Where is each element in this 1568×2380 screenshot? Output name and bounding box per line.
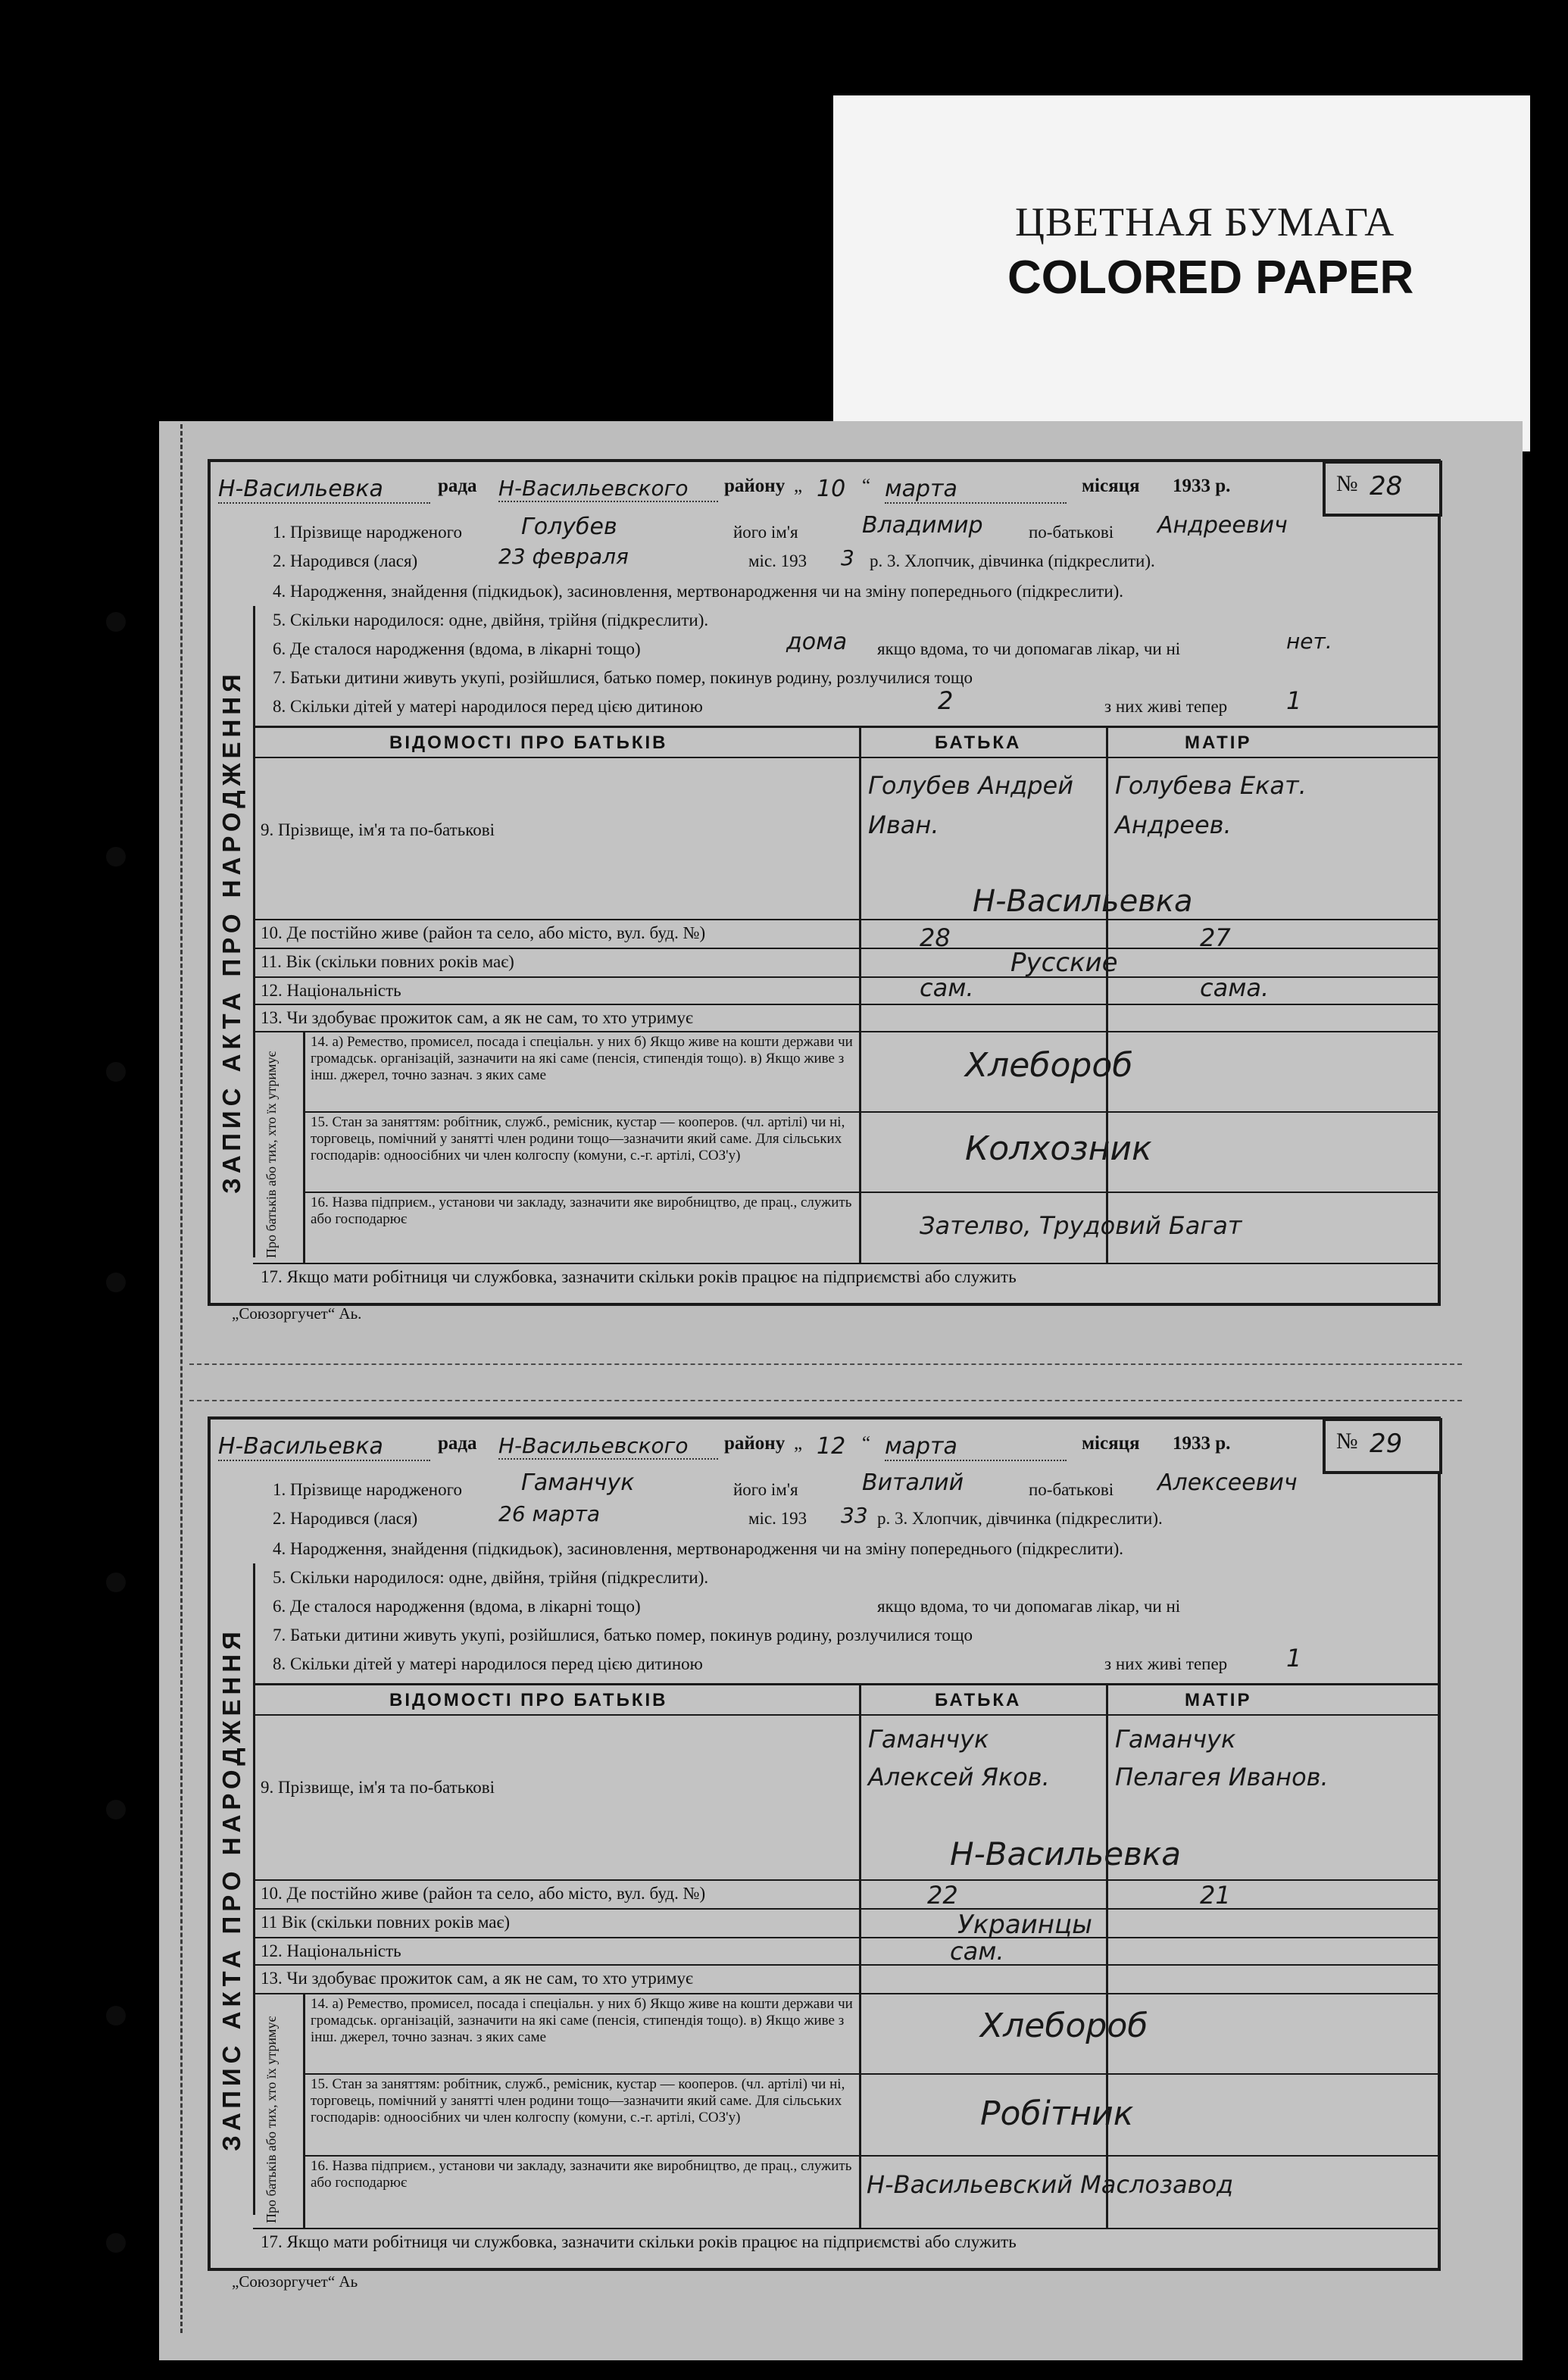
row1-patronymic-label: по-батькові xyxy=(1029,523,1114,542)
row17-label: 17. Якщо мати робітниця чи службовка, зазначити скільки років працює на підприємстві або служить xyxy=(261,2232,1017,2251)
row9-label: 9. Прізвище, ім'я та по-батькові xyxy=(261,820,495,839)
row10-label: 10. Де постійно живе (район та село, або місто, вул. буд. №) xyxy=(261,1884,706,1903)
row5-label: 5. Скільки народилося: одне, двійня, трійня (підкреслити). xyxy=(273,611,709,629)
row-line xyxy=(253,919,1438,920)
binder-hole-icon xyxy=(106,1800,126,1819)
father-column-line xyxy=(859,728,861,1263)
binder-hole-icon xyxy=(106,1573,126,1592)
parents-side-label: Про батьків або тих, хто їх утримує xyxy=(264,1051,279,1258)
birth-date: 26 марта xyxy=(498,1501,601,1526)
occupation: Хлебороб xyxy=(965,1046,1133,1085)
row1-patronymic-label: по-батькові xyxy=(1029,1480,1114,1499)
table-header-line xyxy=(253,1714,1438,1716)
row7-label: 7. Батьки дитини живуть укупі, розійшлися, батько помер, покинув родину, розлучилися тощо xyxy=(273,668,973,687)
row15-label: 15. Стан за заняттям: робітник, служб., ремісник, кустар — кооперов. (чл. артілі) чи ні, торговець, помічний у занятті член родини тощо—зазначити який саме. Для сільських господарів: одноосібних чи член колгоспу (комуни, с.-г. артілі, СОЗ'у) xyxy=(311,2076,845,2125)
tear-line xyxy=(189,1363,1462,1365)
sub-column-line xyxy=(303,1031,305,1263)
binder-hole-icon xyxy=(106,1273,126,1292)
workplace: Зателво, Трудовий Багат xyxy=(920,1211,1242,1240)
binder-hole-icon xyxy=(106,2233,126,2253)
row13-label: 13. Чи здобуває прожиток сам, а як не сам, то хто утримує xyxy=(261,1969,693,1988)
father-age: 28 xyxy=(920,923,951,952)
col-header-info: ВІДОМОСТІ ПРО БАТЬКІВ xyxy=(389,732,668,753)
row8-label: 8. Скільки дітей у матері народилося перед цією дитиною xyxy=(273,1654,703,1673)
parents-side-label: Про батьків або тих, хто їх утримує xyxy=(264,2016,279,2223)
record-number-box xyxy=(1323,461,1442,517)
birth-date: 23 февраля xyxy=(498,544,629,569)
child-patronymic: Алексеевич xyxy=(1157,1470,1298,1496)
row2-label: 2. Народився (лася) xyxy=(273,1509,418,1528)
parents-table xyxy=(253,1683,1438,2268)
colored-paper-label xyxy=(833,95,1530,451)
row-line xyxy=(303,1192,1438,1193)
form-header-row xyxy=(218,476,1317,506)
residence: Н-Васильевка xyxy=(973,884,1193,919)
row2-sex-label: р. 3. Хлопчик, дівчинка (підкреслити). xyxy=(877,1509,1163,1528)
row4-label: 4. Народження, знайдення (підкидьок), засиновлення, мертвонародження чи на зміну попереднього (підкреслити). xyxy=(273,1539,1124,1558)
row7-label: 7. Батьки дитини живуть укупі, розійшлися, батько помер, покинув родину, розлучилися тощо xyxy=(273,1626,973,1644)
form-side-title: ЗАПИС АКТА ПРО НАРОДЖЕННЯ xyxy=(217,1627,245,2151)
council-name: Н-Васильевка xyxy=(218,476,430,504)
date-open-quote: „ xyxy=(794,476,803,496)
record-number-label: № xyxy=(1336,471,1358,496)
tear-line xyxy=(189,1400,1462,1401)
father-age: 22 xyxy=(927,1881,958,1910)
row13-label: 13. Чи здобуває прожиток сам, а як не сам, то хто утримує xyxy=(261,1008,693,1027)
row14-label: 14. а) Ремество, промисел, посада і спеціальн. у них б) Якщо живе на кошти держави чи громадськ. організацій, зазначити на які саме (пенсія, стипендія тощо). в) Якщо живе з інш. джерел, точно зазнач. з яких саме xyxy=(311,1034,853,1083)
child-surname: Голубев xyxy=(521,514,617,540)
doctor-help: нет. xyxy=(1286,629,1332,654)
council-name: Н-Васильевка xyxy=(218,1433,430,1461)
form-side-strip xyxy=(211,1563,255,2215)
form-header-row xyxy=(218,1433,1317,1463)
mother-age: 21 xyxy=(1200,1881,1231,1910)
district-name: Н-Васильевского xyxy=(498,476,718,502)
row-line xyxy=(253,1004,1438,1005)
binder-hole-icon xyxy=(106,2006,126,2025)
misyatsia-label: місяця xyxy=(1082,476,1140,496)
col-header-mother: МАТІР xyxy=(1185,1690,1252,1710)
row6-label: 6. Де сталося народження (вдома, в лікарні тощо) xyxy=(273,639,641,658)
record-month: марта xyxy=(885,1433,1067,1461)
form-side-title: ЗАПИС АКТА ПРО НАРОДЖЕННЯ xyxy=(217,670,245,1194)
birth-year: 3 xyxy=(841,545,854,570)
date-close-quote: “ xyxy=(862,1433,871,1454)
sub-column-line xyxy=(303,1993,305,2228)
rayonu-label: району xyxy=(724,476,786,496)
form-side-strip xyxy=(211,606,255,1257)
row14-label: 14. а) Ремество, промисел, посада і спеціальн. у них б) Якщо живе на кошти держави чи громадськ. організацій, зазначити на які саме (пенсія, стипендія тощо). в) Якщо живе з інш. джерел, точно зазнач. з яких саме xyxy=(311,1996,853,2045)
workplace: Н-Васильевский Маслозавод xyxy=(867,2170,1234,2199)
record-day: 12 xyxy=(817,1433,846,1460)
rada-label: рада xyxy=(438,476,477,496)
row-line xyxy=(253,1031,1438,1032)
row-line xyxy=(303,2073,1438,2075)
child-surname: Гаманчук xyxy=(521,1470,635,1496)
date-close-quote: “ xyxy=(862,476,871,496)
row8-alive-label: з них живі тепер xyxy=(1104,697,1228,716)
row1-name-label: його ім'я xyxy=(733,1480,798,1499)
row16-label: 16. Назва підприєм., установи чи закладу, зазначити яке виробництво, де прац., служить або господарює xyxy=(311,2158,852,2191)
row2-month-label: міс. 193 xyxy=(748,1509,807,1528)
row-line xyxy=(253,1937,1438,1938)
father-name: Гаманчук Алексей Яков. xyxy=(868,1725,1050,1791)
row5-label: 5. Скільки народилося: одне, двійня, трійня (підкреслити). xyxy=(273,1568,709,1587)
row15-label: 15. Стан за заняттям: робітник, служб., ремісник, кустар — кооперов. (чл. артілі) чи ні, торговець, помічний у занятті член родини тощо—зазначити який саме. Для сільських господарів: одноосібних чи член колгоспу (комуни, с.-г. артілі, СОЗ'у) xyxy=(311,1114,845,1163)
row12-label: 12. Національність xyxy=(261,981,401,1000)
birth-year: 33 xyxy=(841,1503,868,1528)
father-column-line xyxy=(859,1685,861,2228)
children-alive: 1 xyxy=(1286,1644,1302,1673)
row2-sex-label: р. 3. Хлопчик, дівчинка (підкреслити). xyxy=(870,551,1155,570)
row-line xyxy=(253,1908,1438,1910)
row10-label: 10. Де постійно живе (район та село, або місто, вул. буд. №) xyxy=(261,923,706,942)
table-header-line xyxy=(253,757,1438,758)
residence: Н-Васильевка xyxy=(950,1835,1181,1872)
row-line xyxy=(253,1964,1438,1966)
row17-label: 17. Якщо мати робітниця чи службовка, зазначити скільки років працює на підприємстві або служить xyxy=(261,1267,1017,1286)
misyatsia-label: місяця xyxy=(1082,1433,1140,1454)
birth-place: дома xyxy=(786,629,848,655)
row-line xyxy=(253,1879,1438,1881)
record-year: 1933 р. xyxy=(1173,476,1231,496)
parents-table xyxy=(253,726,1438,1303)
perforation-line xyxy=(180,424,183,2333)
form-footer-imprint: „Союзоргучет“ Аь xyxy=(232,2272,358,2291)
row6-doctor-label: якщо вдома, то чи допомагав лікар, чи ні xyxy=(877,1597,1181,1616)
mother-name: Голубева Екат. Андреев. xyxy=(1115,771,1307,839)
birth-record-form-29 xyxy=(208,1416,1441,2271)
father-support: сам. xyxy=(920,973,974,1002)
row-line xyxy=(253,1993,1438,1994)
child-name: Владимир xyxy=(862,512,983,539)
binder-hole-icon xyxy=(106,612,126,632)
row9-label: 9. Прізвище, ім'я та по-батькові xyxy=(261,1778,495,1797)
mother-age: 27 xyxy=(1200,923,1231,952)
nationality: Русские xyxy=(1010,948,1118,978)
row2-month-label: міс. 193 xyxy=(748,551,807,570)
row1-name-label: його ім'я xyxy=(733,523,798,542)
row4-label: 4. Народження, знайдення (підкидьок), засиновлення, мертвонародження чи на зміну попереднього (підкреслити). xyxy=(273,582,1124,601)
row1-label: 1. Прізвище народженого xyxy=(273,1480,462,1499)
nationality: Украинцы xyxy=(957,1910,1092,1940)
row2-label: 2. Народився (лася) xyxy=(273,551,418,570)
occupation-status: Колхозник xyxy=(965,1129,1152,1168)
record-day: 10 xyxy=(817,476,846,502)
row-line xyxy=(303,2155,1438,2157)
row6-doctor-label: якщо вдома, то чи допомагав лікар, чи ні xyxy=(877,639,1181,658)
district-name: Н-Васильевского xyxy=(498,1433,718,1460)
binder-hole-icon xyxy=(106,1062,126,1082)
rayonu-label: району xyxy=(724,1433,786,1454)
record-number-label: № xyxy=(1336,1429,1358,1454)
record-year: 1933 р. xyxy=(1173,1433,1231,1454)
row8-alive-label: з них живі тепер xyxy=(1104,1654,1228,1673)
label-text-ru: ЦВЕТНАЯ БУМАГА xyxy=(1015,199,1395,245)
father-support: сам. xyxy=(950,1937,1004,1966)
row-line xyxy=(253,1263,1438,1264)
row11-label: 11. Вік (скільки повних років має) xyxy=(261,952,514,971)
col-header-father: БАТЬКА xyxy=(935,732,1022,753)
row8-label: 8. Скільки дітей у матері народилося перед цією дитиною xyxy=(273,697,703,716)
children-before: 2 xyxy=(938,686,954,715)
mother-column-line xyxy=(1106,728,1108,1263)
row1-label: 1. Прізвище народженого xyxy=(273,523,462,542)
rada-label: рада xyxy=(438,1433,477,1454)
record-month: марта xyxy=(885,476,1067,504)
date-open-quote: „ xyxy=(794,1433,803,1454)
mother-column-line xyxy=(1106,1685,1108,2228)
birth-record-form-28 xyxy=(208,459,1441,1306)
col-header-mother: МАТІР xyxy=(1185,732,1252,753)
row-line xyxy=(253,948,1438,949)
child-patronymic: Андреевич xyxy=(1157,512,1288,539)
record-number-value: 29 xyxy=(1370,1429,1403,1459)
row-line xyxy=(253,2228,1438,2229)
record-number-value: 28 xyxy=(1370,471,1403,501)
row16-label: 16. Назва підприєм., установи чи закладу, зазначити яке виробництво, де прац., служить або господарює xyxy=(311,1195,852,1227)
form-footer-imprint: „Союзоргучет“ Аь. xyxy=(232,1304,362,1323)
row6-label: 6. Де сталося народження (вдома, в лікарні тощо) xyxy=(273,1597,641,1616)
mother-name: Гаманчук Пелагея Иванов. xyxy=(1115,1725,1329,1791)
col-header-info: ВІДОМОСТІ ПРО БАТЬКІВ xyxy=(389,1690,668,1710)
mother-support: сама. xyxy=(1200,973,1270,1002)
label-text-en: COLORED PAPER xyxy=(1007,251,1414,304)
row12-label: 12. Національність xyxy=(261,1941,401,1960)
father-name: Голубев Андрей Иван. xyxy=(868,771,1073,839)
record-number-box xyxy=(1323,1418,1442,1474)
child-name: Виталий xyxy=(862,1470,964,1496)
row11-label: 11 Вік (скільки повних років має) xyxy=(261,1913,511,1932)
occupation: Хлебороб xyxy=(980,2007,1148,2045)
col-header-father: БАТЬКА xyxy=(935,1690,1022,1710)
binder-hole-icon xyxy=(106,847,126,867)
row-line xyxy=(303,1111,1438,1113)
children-alive: 1 xyxy=(1286,686,1302,715)
occupation-status: Робітник xyxy=(980,2094,1134,2133)
